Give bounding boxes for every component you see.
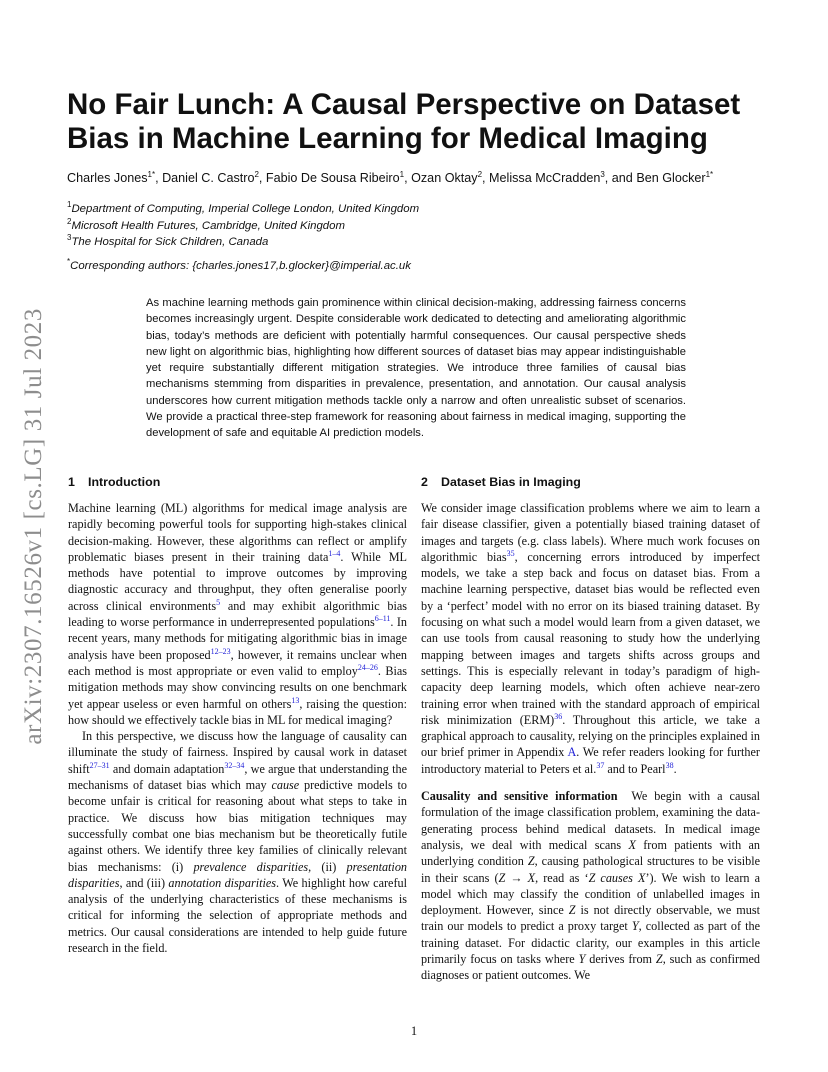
body-text: derives from <box>585 952 656 967</box>
paragraph <box>68 500 407 728</box>
affiliation-marker: 2 <box>67 217 72 226</box>
arxiv-identifier-text: arXiv:2307.16526v1 [cs.LG] 31 Jul 2023 <box>20 307 47 745</box>
citation-link[interactable]: 1–4 <box>328 548 341 558</box>
body-text: , read as ‘ <box>535 870 589 885</box>
author-name: Fabio De Sousa Ribeiro <box>265 171 400 185</box>
section-title: Dataset Bias in Imaging <box>441 475 581 489</box>
affiliation-text: Department of Computing, Imperial College London, United Kingdom <box>71 203 420 215</box>
author-affiliation-marker: 1* <box>147 170 156 179</box>
body-text: , (ii) <box>308 859 347 874</box>
author-name: Ozan Oktay <box>411 171 478 185</box>
body-text: ’). We wish to learn a model which may classify the condition of unlabelled images in deployment. However, since <box>421 870 760 918</box>
paragraph <box>68 728 407 956</box>
author-affiliation-marker: 1* <box>705 170 714 179</box>
citation-link[interactable]: 12–23 <box>210 646 231 656</box>
corresponding-marker: * <box>67 257 71 266</box>
body-text: . We highlight how careful analysis of the underlying characteristics of these mechanisms is critical for informing the selection of appropriate methods and metrics. Our causal considerations are intended to help guide future research in the field. <box>68 875 408 956</box>
author-affiliation-marker: 2 <box>477 170 483 179</box>
body-text: from patients with an underlying condition <box>421 837 760 869</box>
author-affiliation-marker: 2 <box>254 170 259 179</box>
paragraph <box>421 788 760 984</box>
body-text: . Throughout this article, we take a graphical approach to causality, relying on the principles explained in our brief primer in Appendix <box>421 712 760 760</box>
author-name: Daniel C. Castro <box>162 171 255 185</box>
body-text: and to Pearl <box>604 761 666 776</box>
body-text: , causing pathological structures to be visible in their scans ( <box>421 854 760 885</box>
citation-link[interactable]: 24–26 <box>357 662 378 672</box>
paragraph-heading: Causality and sensitive information <box>421 789 618 804</box>
emphasis-text: Z causes X <box>588 870 646 885</box>
emphasis-text: cause <box>271 778 300 793</box>
body-text: We begin with a causal formulation of the image classification problem, examining the data-generating process behind medical datasets. In medical image analysis, we deal with medical scans <box>421 789 760 852</box>
body-text: . <box>673 761 677 776</box>
citation-link[interactable]: 27–31 <box>89 760 110 770</box>
emphasis-text: presentation disparities <box>68 859 408 890</box>
affiliation-3 <box>67 235 268 249</box>
body-text: Machine learning (ML) algorithms for medical image analysis are rapidly becoming powerful tools for supporting high-stakes clinical decision-making. However, these algorithms can reflect or amplify problematic biases present in their training data <box>68 501 407 564</box>
section-heading-introduction <box>68 474 407 490</box>
section-title: Introduction <box>88 475 161 489</box>
affiliation-marker: 1 <box>67 200 72 209</box>
author-separator: , <box>404 171 412 185</box>
body-text: and may exhibit algorithmic bias leading to worse performance in underrepresented populations <box>68 598 407 630</box>
emphasis-text: Z <box>655 952 663 967</box>
appendix-link[interactable]: A <box>567 745 577 760</box>
affiliation-text: The Hospital for Sick Children, Canada <box>71 236 269 248</box>
emphasis-text: X <box>628 837 636 852</box>
emphasis-text: prevalence disparities <box>193 859 309 874</box>
body-text: , however, it remains unclear when each method is most appropriate or even valid to employ <box>68 647 407 678</box>
body-text: , concerning errors introduced by imperfect models, we take a step back and focus on dataset bias. From a machine learning perspective, dataset bias would be reflected even by a ‘perfect’ model with no error on its biased training dataset. By focusing on what such a model would learn from a given dataset, we can use tools from causal reasoning to study how the underlying mapping between images and targets shifts across groups and settings. This is especially relevant in today’s paradigm of high-capacity deep learning models, which often achieve near-zero training error when trained with the standard approach of empirical risk minimization (ERM) <box>421 549 760 727</box>
body-text: In this perspective, we discuss how the language of causality can illuminate the study of fairness. Inspired by causal work in dataset shift <box>68 729 407 776</box>
body-text: . Bias mitigation methods may show convincing results on one benchmark yet appear useless or even harmful on others <box>68 663 407 711</box>
citation-link[interactable]: 35 <box>506 548 515 558</box>
body-text: , collected as part of the training dataset. For didactic clarity, our examples in this article primarily focus on tasks where <box>421 919 761 967</box>
citation-link[interactable]: 5 <box>216 597 221 607</box>
emphasis-text: Y <box>578 952 586 967</box>
author-separator: , <box>482 171 490 185</box>
author-separator: , <box>155 171 163 185</box>
author-separator: , <box>258 171 266 185</box>
corresponding-text: Corresponding authors: {charles.jones17,b.glocker}@imperial.ac.uk <box>70 260 411 272</box>
left-column <box>68 474 407 956</box>
emphasis-text: Y <box>631 919 639 934</box>
body-text: , we argue that understanding the mechanisms of dataset bias which may <box>68 761 407 793</box>
body-text: is not directly observable, we must train our models to predict a proxy target <box>421 903 760 934</box>
arxiv-identifier-stamp <box>4 296 64 756</box>
body-text: , and (iii) <box>119 875 169 890</box>
author-affiliation-marker: 1 <box>399 170 405 179</box>
body-text: , raising the question: how should we effectively tackle bias in ML for medical imaging? <box>68 696 407 727</box>
body-text: . While ML methods have potential to improve outcomes by improving diagnostic accuracy and throughput, they often generalise poorly across clinical environments <box>68 549 407 613</box>
abstract: As machine learning methods gain prominence within clinical decision-making, addressing fairness concerns becomes increasingly urgent. Despite considerable work dedicated to detecting and ameliorating algorithmic bias, today’s methods are deficient with potentially harmful consequences. Our causal perspective sheds new light on algorithmic bias, highlighting how different sources of dataset bias may appear indistinguishable yet require substantially different mitigation strategies. We introduce three families of causal bias mechanisms stemming from disparities in prevalence, presentation, and annotation. Our causal analysis underscores how current mitigation methods tackle only a narrow and often unrealistic subset of scenarios. We provide a practical three-step framework for reasoning about fairness in medical imaging, supporting the development of safe and equitable AI prediction models. <box>146 297 686 440</box>
section-number: 1 <box>68 475 75 489</box>
section-number: 2 <box>421 475 428 489</box>
paper-title: No Fair Lunch: A Causal Perspective on Dataset Bias in Machine Learning for Medical Imaging <box>67 88 741 155</box>
emphasis-text: Z → X <box>498 870 536 885</box>
citation-link[interactable]: 37 <box>596 760 605 770</box>
citation-link[interactable]: 13 <box>291 695 300 705</box>
citation-link[interactable]: 32–34 <box>224 760 245 770</box>
body-text: predictive models to become unfair is critical for reasoning about what steps to take in practice. We discuss how bias mitigation techniques may successfully combat one bias mechanism but be theoretically futile against others. We identify three key families of clinically relevant bias mechanisms: (i) <box>68 778 407 874</box>
affiliation-text: Microsoft Health Futures, Cambridge, United Kingdom <box>71 220 345 232</box>
affiliation-marker: 3 <box>67 233 72 242</box>
author-name: Melissa McCradden <box>489 171 601 185</box>
body-text: and domain adaptation <box>109 761 225 776</box>
right-column <box>421 474 760 984</box>
citation-link[interactable]: 6–11 <box>374 614 391 624</box>
citation-link[interactable]: 38 <box>665 760 674 770</box>
author-affiliation-marker: 3 <box>600 170 605 179</box>
author-name: Charles Jones <box>67 171 148 185</box>
section-heading-dataset-bias <box>421 474 760 490</box>
paragraph <box>421 500 760 777</box>
citation-link[interactable]: 36 <box>554 711 563 721</box>
body-text: . We refer readers looking for further introductory material to Peters et al. <box>421 745 760 776</box>
author-separator: , and <box>604 171 637 185</box>
body-text: , such as confirmed diagnoses or patient outcomes. We <box>421 952 761 983</box>
affiliation-1 <box>67 202 419 216</box>
page-number: 1 <box>410 1024 418 1038</box>
emphasis-text: Z <box>527 854 535 869</box>
emphasis-text: Z <box>568 903 576 918</box>
author-list <box>67 170 797 186</box>
corresponding-authors <box>67 259 411 273</box>
body-text: . In recent years, many methods for mitigating algorithmic bias in image analysis have been proposed <box>68 615 407 662</box>
affiliation-2 <box>67 219 345 233</box>
paragraph-body <box>421 789 760 982</box>
author-name: Ben Glocker <box>636 171 706 185</box>
body-text: We consider image classification problems where we aim to learn a fair disease classifier, given a potentially biased training dataset of images and targets (e.g. class labels). Where much work focuses on algorithmic bias <box>421 501 760 564</box>
emphasis-text: annotation disparities <box>168 875 277 890</box>
